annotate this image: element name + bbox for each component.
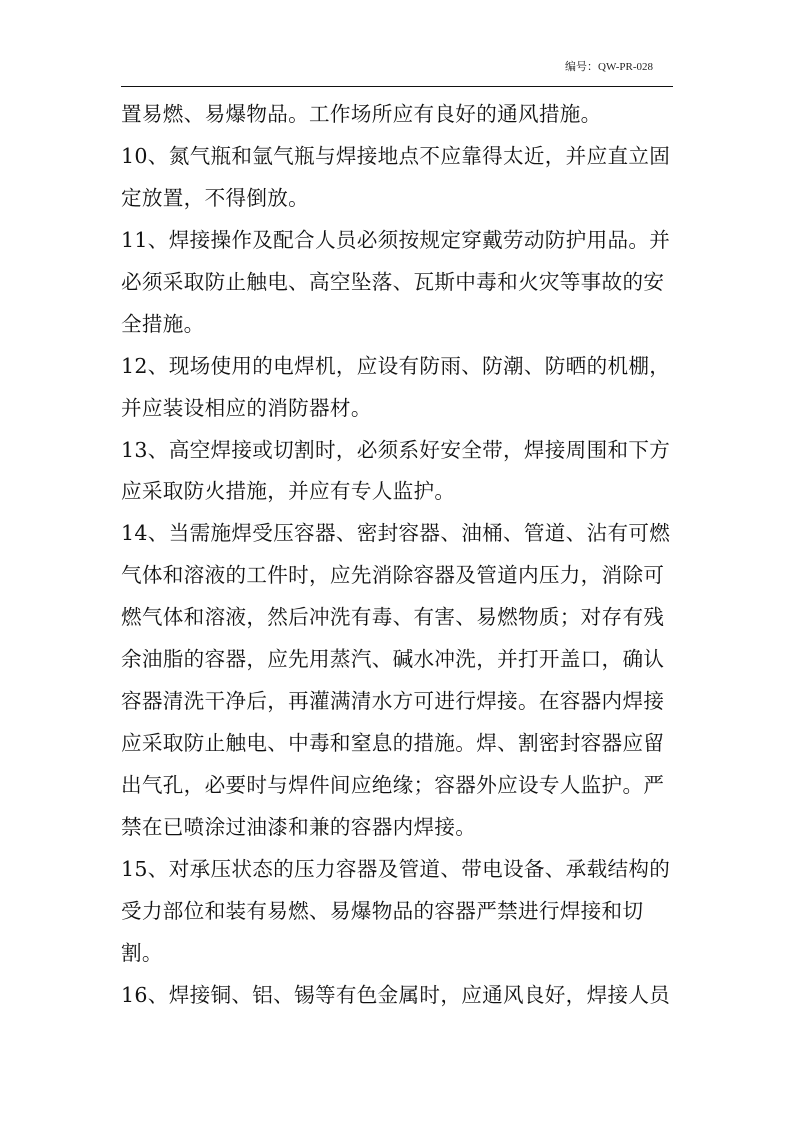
paragraph	[121, 433, 681, 517]
document-body	[121, 97, 681, 1020]
text-line: 16、焊接铜、铝、锡等有色金属时，应通风良好，焊接人员	[121, 982, 671, 1007]
header-rule	[121, 86, 673, 87]
text-line: 必须采取防止触电、高空坠落、瓦斯中毒和火灾等事故的安	[121, 269, 665, 294]
text-line: 应采取防火措施，并应有专人监护。	[121, 479, 456, 504]
text-line: 割。	[121, 940, 163, 965]
text-line: 容器清洗干净后，再灌满清水方可进行焊接。在容器内焊接	[121, 689, 665, 714]
paragraph	[121, 978, 681, 1020]
paragraph	[121, 516, 681, 852]
text-line: 受力部位和装有易燃、易爆物品的容器严禁进行焊接和切	[121, 898, 644, 923]
paragraph	[121, 223, 681, 349]
document-number: 编号：QW-PR-028	[565, 61, 653, 73]
text-line: 禁在已喷涂过油漆和兼的容器内焊接。	[121, 814, 477, 839]
text-line: 10、氮气瓶和氩气瓶与焊接地点不应靠得太近，并应直立固	[121, 143, 671, 168]
text-line: 15、对承压状态的压力容器及管道、带电设备、承载结构的	[121, 856, 671, 881]
text-line: 气体和溶液的工件时，应先消除容器及管道内压力，消除可	[121, 563, 665, 588]
text-line: 13、高空焊接或切割时，必须系好安全带，焊接周围和下方	[121, 437, 671, 462]
text-line: 定放置，不得倒放。	[121, 185, 310, 210]
text-line: 11、焊接操作及配合人员必须按规定穿戴劳动防护用品。并	[121, 227, 671, 252]
paragraph	[121, 349, 681, 433]
text-line: 14、当需施焊受压容器、密封容器、油桶、管道、沾有可燃	[121, 521, 671, 546]
text-line: 全措施。	[121, 311, 205, 336]
paragraph	[121, 97, 681, 139]
text-line: 12、现场使用的电焊机，应设有防雨、防潮、防晒的机棚，	[121, 353, 671, 378]
paragraph	[121, 852, 681, 978]
text-line: 并应装设相应的消防器材。	[121, 395, 372, 420]
text-line: 燃气体和溶液，然后冲洗有毒、有害、易燃物质；对存有残	[121, 605, 665, 630]
text-line: 出气孔，必要时与焊件间应绝缘；容器外应设专人监护。严	[121, 773, 665, 797]
text-line: 置易燃、易爆物品。工作场所应有良好的通风措施。	[121, 102, 602, 126]
text-line: 应采取防止触电、中毒和窒息的措施。焊、割密封容器应留	[121, 731, 665, 756]
text-line: 余油脂的容器，应先用蒸汽、碱水冲洗，并打开盖口，确认	[121, 647, 665, 672]
paragraph	[121, 139, 681, 223]
